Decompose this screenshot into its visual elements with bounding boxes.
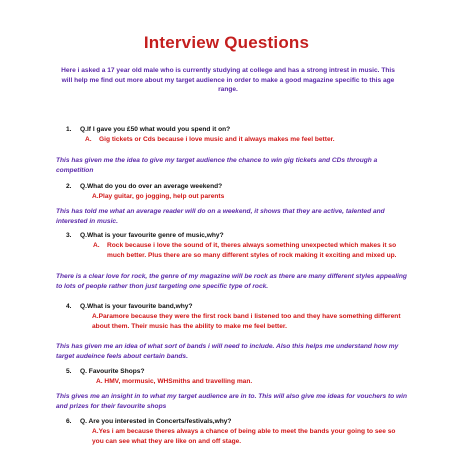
note-3: There is a clear love for rock, the genre of my magazine will be rock as there are many different styles appealing to lots of people rather thon just targeting one specific type of rock. [56,273,407,290]
question-number: 3. [66,232,72,239]
question-text: Q. Favourite Shops? [80,368,145,375]
page-title: Interview Questions [143,33,310,52]
question-text: Q.What is your favourite band,why? [80,303,193,310]
question-1 [66,125,230,134]
note-5: This gives me an insight in to what my target audience are in to. This will also give me ideas for vouchers to win and prizes for their favourite shops [56,393,408,410]
question-6 [66,417,231,426]
answer-5: A. HMV, mormusic, WHSmiths and travelling man. [96,378,253,385]
question-3 [66,231,224,240]
answer-letter: A. [85,136,92,143]
question-5 [66,367,144,376]
question-number: 2. [66,183,72,190]
intro-paragraph: Here i asked a 17 year old male who is currently studying at college and has a strong intrest in music. This will help me find out more about my target audience in order to make a good magazine specific to this age range. [61,67,395,94]
answer-4: A.Paramore because they were the first rock band i listened too and they have something different about them. Their music has the ability to make me feel better. [92,313,401,330]
question-number: 5. [66,368,72,375]
answer-3 [93,241,409,260]
question-number: 6. [66,418,72,425]
answer-1 [85,135,395,145]
note-4: This has given me an idea of what sort of bands i will need to include. Also this helps me understand how my target audeince feels about certain bands. [56,343,399,360]
question-text: Q.What is your favourite genre of music,why? [80,232,224,239]
question-2 [66,182,222,191]
answer-6: A.Yes i am because theres always a chance of being able to meet the bands your going to see so you can see what they are like on and off stage. [92,428,396,445]
answer-letter: A. [93,242,100,249]
answer-2: A.Play guitar, go jogging, help out parents [92,193,225,200]
question-text: Q.If I gave you £50 what would you spend it on? [80,126,231,133]
question-number: 4. [66,303,72,310]
question-number: 1. [66,126,72,133]
question-text: Q. Are you interested in Concerts/festivals,why? [80,418,232,425]
question-4 [66,302,192,311]
note-1: This has given me the idea to give my target audience the chance to win gig tickets and CDs through a competition [56,157,378,174]
answer-text: Rock because i love the sound of it, theres always something unexpected which makes it so much better. Plus there are so many different styles of rock making it exciting and mixed up. [107,242,397,259]
note-2: This has told me what an average reader will do on a weekend, it shows that they are active, talented and interested in music. [56,208,385,225]
question-text: Q.What do you do over an average weekend? [80,183,223,190]
answer-text: Gig tickets or Cds because i love music and it always makes me feel better. [99,136,335,143]
